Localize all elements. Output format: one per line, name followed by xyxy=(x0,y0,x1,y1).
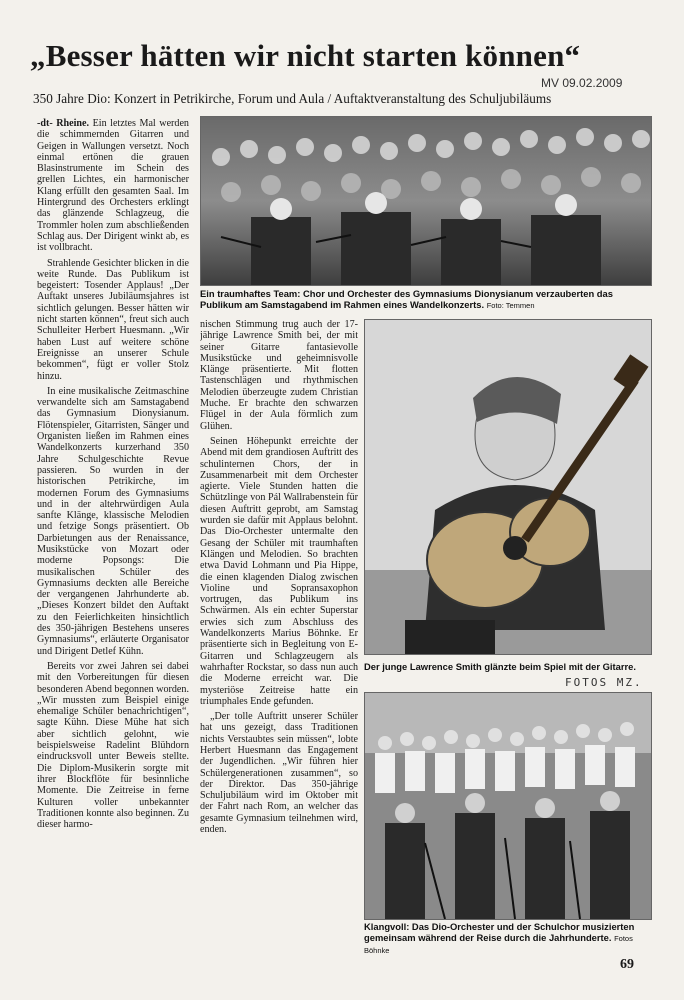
paragraph xyxy=(37,118,189,254)
photo-choir-orchestra xyxy=(200,116,652,286)
subheadline: 350 Jahre Dio: Konzert in Petrikirche, Forum und Aula / Auftaktveranstaltung des Schuljubiläums xyxy=(33,91,552,106)
photo-credit: Fotos Böhnke xyxy=(364,934,633,955)
dateline: -dt- Rheine. xyxy=(37,118,90,129)
photo-orchestra-choir xyxy=(364,692,652,920)
paragraph: Strahlende Gesichter blicken in die weite Runde. Das Publikum ist begeistert: Tosender Applaus! „Der Auftakt unseres Jubiläumsjahres ist sichtlich gelungen. Besser hätten wir nicht starten können“, freut sich auch Schulleiter Herbert Huesmann. „Wir haben Lust auf weitere schöne Ereignisse an unserer Schule bekommen“, fügt er voller Stolz hinzu. xyxy=(37,257,189,382)
page-number: 69 xyxy=(620,957,634,972)
paragraph: In eine musikalische Zeitmaschine verwandelte sich am Samstagabend das Gymnasium Dionysianum. Flötenspieler, Gitarristen, Sänger und Organisten ließen im Rahmen eines Wandelkonzerts kurzerhand 350 Jahre Schulgeschichte Revue passieren. So wurden in der historischen Petrikirche, im modernen Forum des Gymnasiums und in der altehrwürdigen Aula sanfte Klänge, klassische Melodien und fetzige Songs präsentiert. Ob Darbietungen aus der Renaissance, Musikstücke von Mozart oder moderne Popsongs: Die musikalischen Schüler des Gymnasiums deckten alle Bereiche der vergangenen Jahrhunderte ab. „Dieses Konzert bildet den Auftakt zu den Feierlichkeiten hinsichtlich des 350-jährigen Bestehens unseres Gymnasiums“, erläuterte Organisator und Dirigent Detlef Kühn. xyxy=(37,385,189,657)
paragraph: Bereits vor zwei Jahren sei dabei mit den Vorbereitungen für diesen besonderen Abend begonnen worden. „Wir mussten zum Beispiel einige ehemalige Schüler benachrichtigen“, sagte Kühn. Diese Mühe hat sich aber sichtlich gelohnt, wie beispielsweise Radelint Blühdorn eindrucksvoll unter Beweis stellte. Die Diplom-Musikerin sorgte mit ihrer Blockflöte für besinnliche Momente. Die Zeitreise in ferne Kulturen voller unbekannter Traditionen konnte also beginnen. Zu dieser harmo- xyxy=(37,660,189,831)
caption-text: Ein traumhaftes Team: Chor und Orchester des Gymnasiums Dionysianum verzauberten das Publikum am Samstagabend im Rahmen eines Wandelkonzerts. xyxy=(200,288,613,310)
paragraph-text: Ein letztes Mal werden die schimmernden Gitarren und Geigen in Wallungen versetzt. Noch einmal ertönen die grauen Blasinstrumente im Schein des grellen Lichtes, ein harmonischer Klang erfüllt den gesamten Saal. Im Hintergrund des Orchesters erklingt das glänzende Schlagzeug, die Trommler holen zum abschließenden Schlag aus. Der Dirigent winkt ab, es ist vollbracht. xyxy=(37,118,189,254)
paragraph: Seinen Höhepunkt erreichte der Abend mit dem grandiosen Auftritt des schulinternen Chors, der in Zusammenarbeit mit dem Orchester agierte. Viele Stunden hatten die Schützlinge von Pál Wallrabenstein für diesen Auftritt geprobt, am Samstag wurden sie dafür mit Applaus belohnt. Das Dio-Orchester untermalte den Gesang der Schüler mit traumhaften Klängen und Melodien. So brachten etwa David Lohmann und Pia Hippe, die einen klagenden Dialog zwischen Violine und Sopransaxophon vortrugen, das Publikum ins Schwärmen. Als ein echter Superstar erwies sich zum Abschluss des Wandelkonzerts Marius Böhnke. Er präsentierte sich in Begleitung von E-Gitarren und Schlagzeugern als wahrhafter Rockstar, so dass nun auch die Moderne erreicht war. Die mysteriöse Zeitreise hatte ein triumphales Ende gefunden. xyxy=(200,435,358,707)
paragraph: nischen Stimmung trug auch der 17-jährige Lawrence Smith bei, der mit seiner Gitarre fantasievolle Musikstücke und geheimnisvolle Klänge präsentierte. Mit flotten Tastenschlägen und rhythmischen Melodien überzeugte zudem Christian Muche. Er brachte den schwarzen Flügel in der Aula förmlich zum Glühen. xyxy=(200,319,358,432)
date-note: MV 09.02.2009 xyxy=(541,76,623,90)
photo-caption-3 xyxy=(364,921,654,956)
photo-caption-1 xyxy=(200,288,652,311)
headline: „Besser hätten wir nicht starten können“ xyxy=(30,38,581,73)
photo-guitarist xyxy=(364,319,652,655)
caption-text: Klangvoll: Das Dio-Orchester und der Schulchor musizierten gemeinsam während der Reise durch die Jahrhunderte. xyxy=(364,921,635,943)
handwritten-note: FOTOS MZ. xyxy=(565,676,643,689)
article-column-1 xyxy=(37,118,189,948)
photo-credit: Foto: Temmen xyxy=(486,301,535,310)
photo-caption-2: Der junge Lawrence Smith glänzte beim Spiel mit der Gitarre. xyxy=(364,661,636,672)
article-column-2 xyxy=(200,319,358,951)
paragraph: „Der tolle Auftritt unserer Schüler hat uns gezeigt, dass Traditionen nichts Verstaubtes sein müssen“, lobte Herbert Huesmann das Engagement der Jugendlichen. „Wir führen hier Schülergenerationen zusammen“, so der Direktor. Das 350-jährige Schuljubiläum wird im Oktober mit der Fahrt nach Rom, an welcher das gesamte Gymnasium teilnehmen wird, enden. xyxy=(200,711,358,836)
